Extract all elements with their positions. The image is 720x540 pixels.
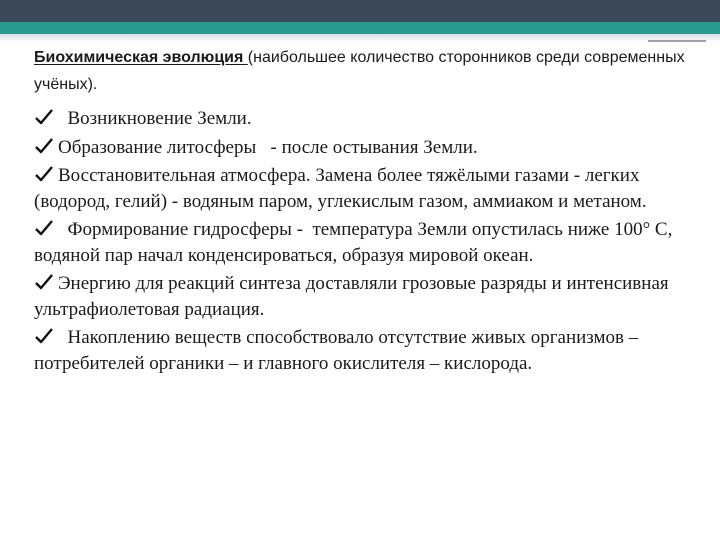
intro-paragraph — [34, 44, 694, 97]
checkmark-icon — [34, 219, 56, 237]
checkmark-icon — [34, 327, 56, 345]
bullet-text: Накоплению веществ способствовало отсутствие живых организмов – потребителей органики – и главного окислителя – кислорода. — [34, 327, 644, 374]
decorative-line — [648, 40, 706, 42]
bullet-item — [34, 163, 694, 214]
header-band-shadow — [0, 34, 720, 42]
intro-heading: Биохимическая эволюция — [34, 49, 248, 66]
intro-text: (наибольшее количество сторонников среди современных учёных). — [34, 49, 685, 93]
bullet-list — [34, 106, 694, 376]
bullet-text: Энергию для реакций синтеза доставляли грозовые разряды и интенсивная ультрафиолетовая радиация. — [34, 273, 669, 320]
checkmark-icon — [34, 108, 56, 126]
header-band-dark — [0, 0, 720, 22]
bullet-text: Формирование гидросферы - температура Земли опустилась ниже 100° С, водяной пар начал конденсироваться, образуя мировой океан. — [34, 219, 678, 266]
checkmark-icon — [34, 273, 56, 291]
bullet-item — [34, 271, 694, 322]
checkmark-icon — [34, 165, 56, 183]
bullet-item — [34, 217, 694, 268]
header-band-accent — [0, 22, 720, 34]
slide-body — [34, 44, 694, 379]
bullet-text: Возникновение Земли. — [58, 108, 252, 129]
bullet-text: Образование литосферы - после остывания Земли. — [58, 136, 478, 158]
checkmark-icon — [34, 137, 56, 155]
bullet-item — [34, 106, 694, 132]
bullet-text: Восстановительная атмосфера. Замена более тяжёлыми газами - легких (водород, гелий) - водяным паром, углекислым газом, аммиаком и метаном. — [34, 165, 647, 212]
bullet-item — [34, 325, 694, 376]
bullet-item — [34, 135, 694, 161]
